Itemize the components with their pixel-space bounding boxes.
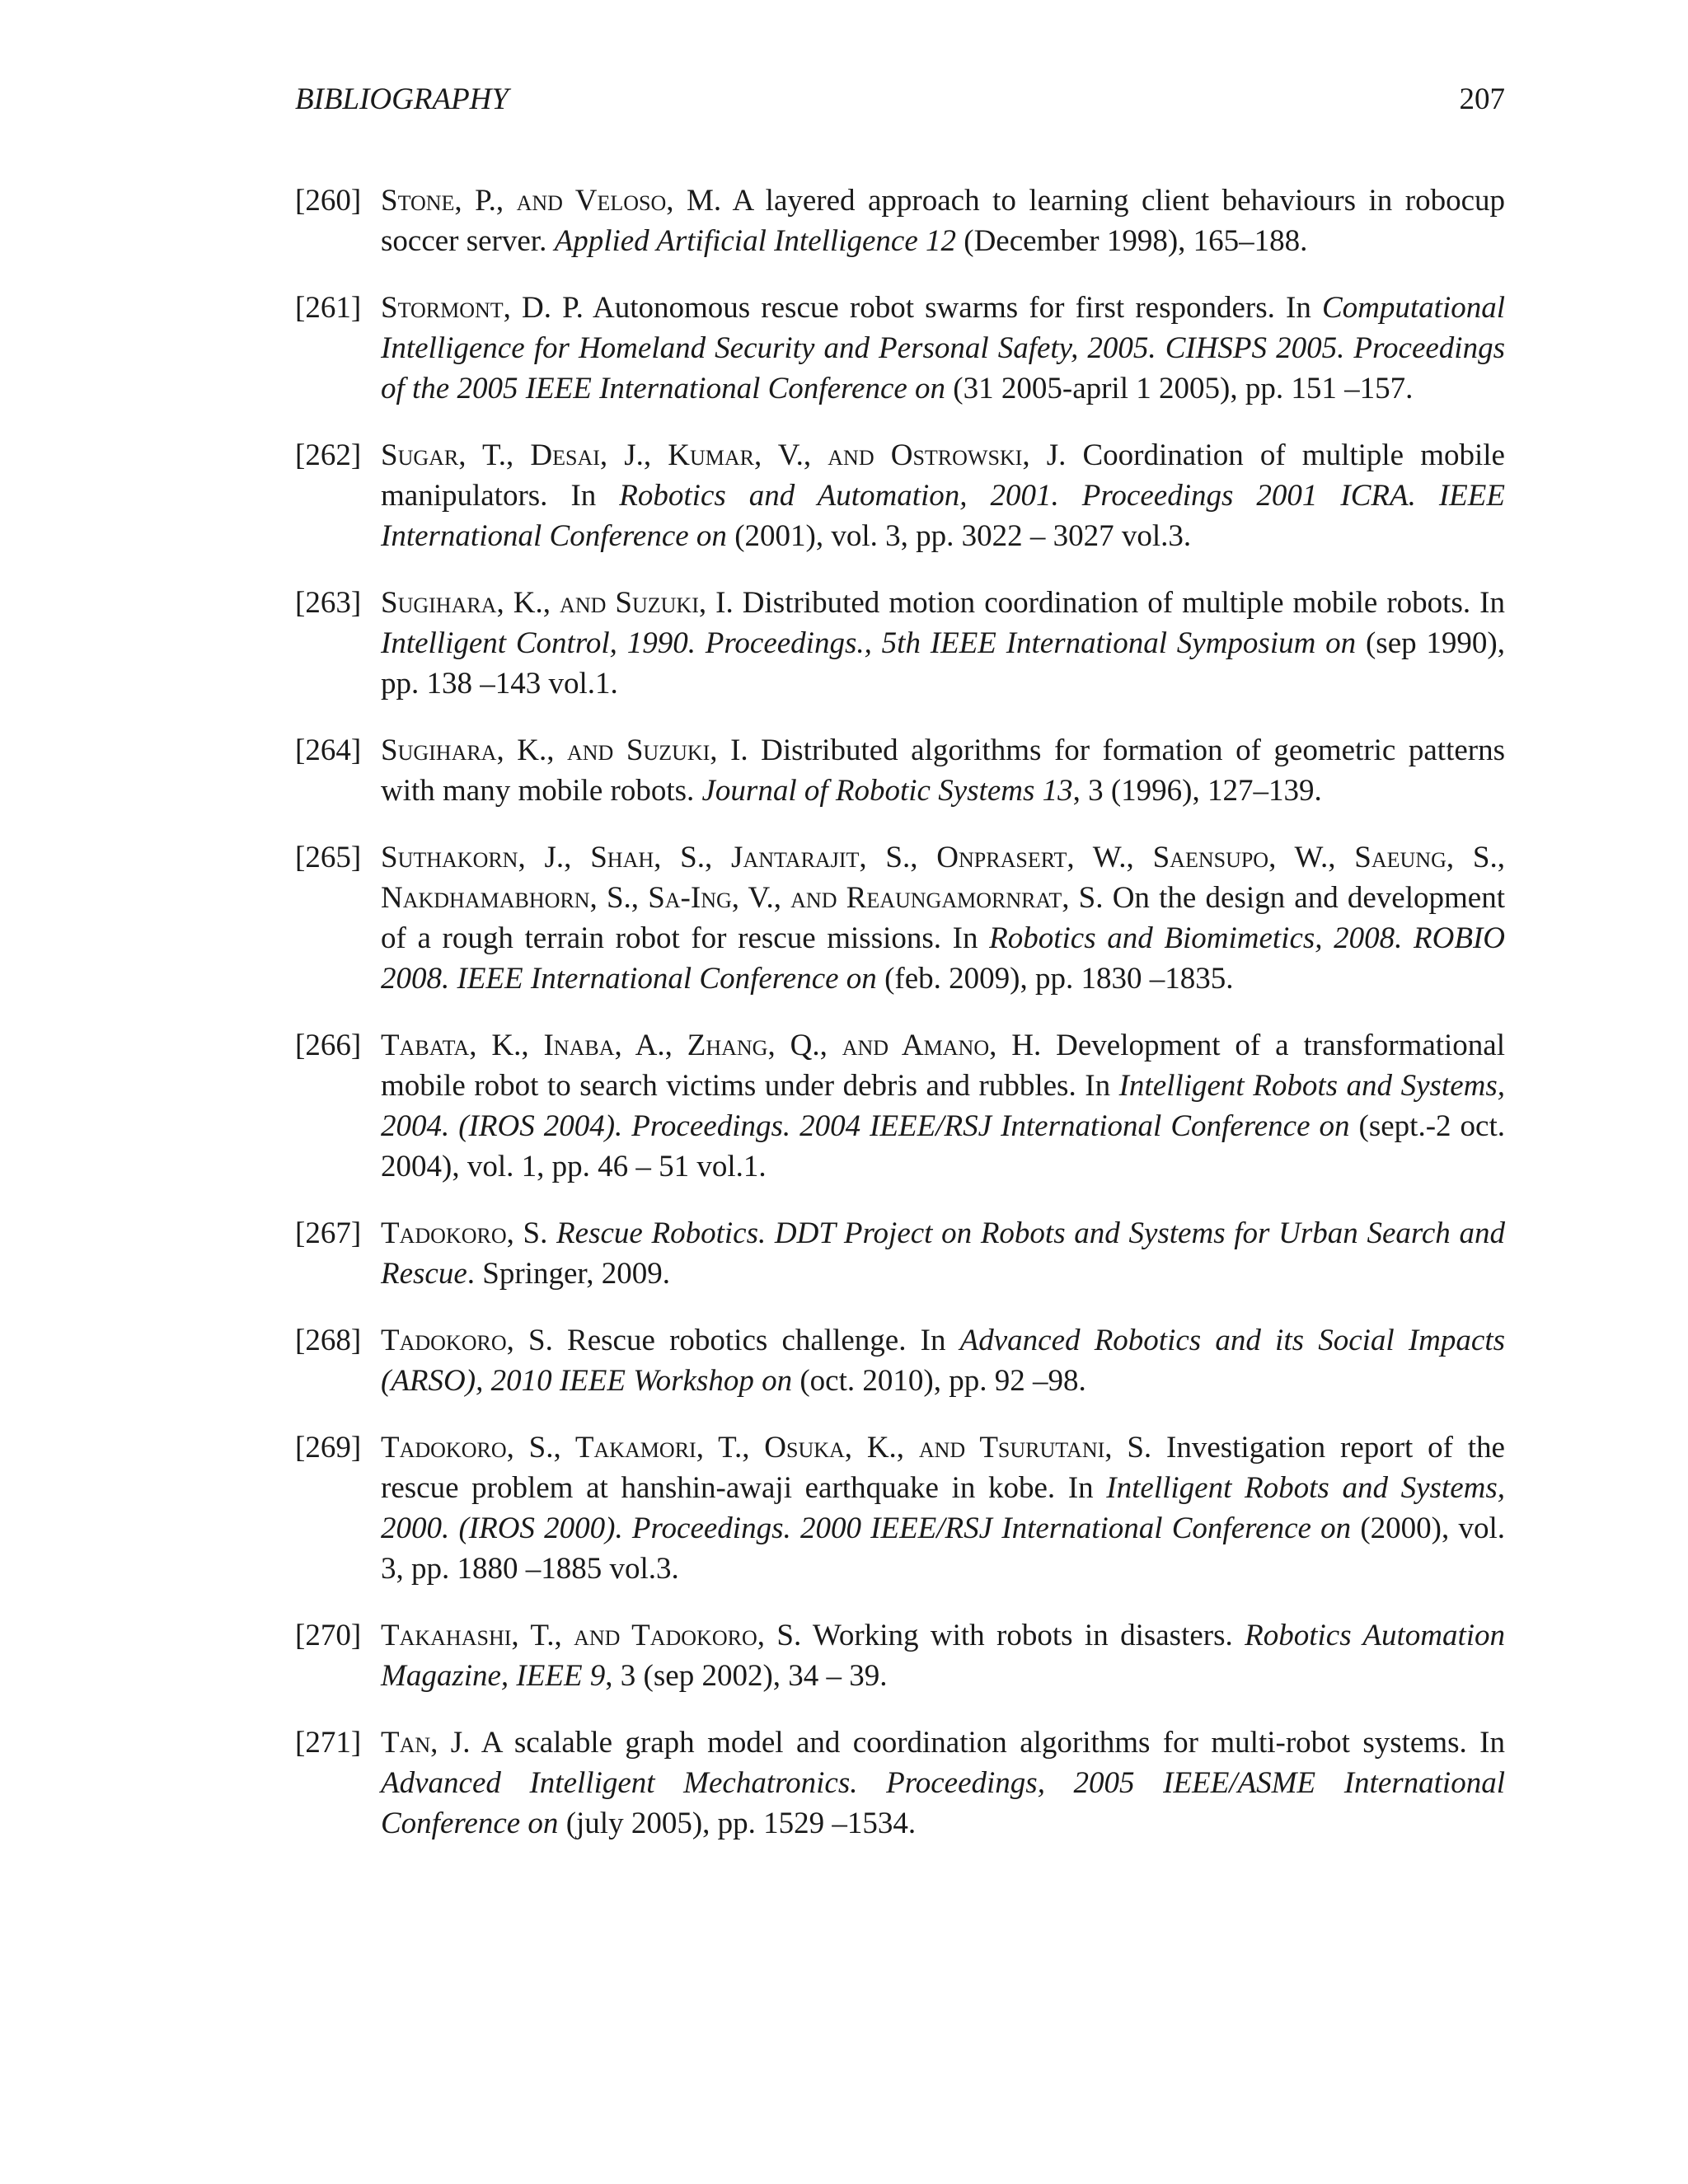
bib-entry-label: [263] <box>295 586 362 620</box>
bib-text: (2001), vol. 3, pp. 3022 – 3027 vol.3. <box>726 519 1192 553</box>
bib-entry-label: [260] <box>295 184 362 218</box>
bib-text: (sept.-2 oct. 2004), vol. 1, pp. 46 – 51 vol.1. <box>381 1109 1505 1183</box>
bib-text: (2000), vol. 3, pp. 1880 –1885 vol.3. <box>381 1511 1505 1586</box>
bibliography-list <box>295 180 1505 1870</box>
bib-entry-label: [267] <box>295 1216 362 1250</box>
running-head: BIBLIOGRAPHY <box>295 82 509 116</box>
bib-text: (31 2005-april 1 2005), pp. 151 –157. <box>945 372 1414 405</box>
bib-entry-label: [261] <box>295 291 362 325</box>
bib-venue: Robotics Automation Magazine, IEEE 9 <box>381 1619 1505 1693</box>
bib-entry-text <box>381 586 1505 701</box>
bib-text: (july 2005), pp. 1529 –1534. <box>558 1807 917 1840</box>
bib-entry-text <box>381 841 1505 996</box>
bib-text: Distributed algorithms for formation of geometric patterns with many mobile robots. <box>381 733 1505 808</box>
bib-entry <box>295 1722 1505 1844</box>
bib-authors: Tadokoro, S. <box>381 1216 548 1250</box>
bib-text: Rescue robotics challenge. In <box>552 1324 960 1357</box>
bib-text: Working with robots in disasters. <box>801 1619 1245 1652</box>
bib-authors: Stormont, D. P. <box>381 291 584 325</box>
bib-entry <box>295 288 1505 409</box>
bib-authors: Takahashi, T., and Tadokoro, S. <box>381 1619 802 1652</box>
bib-authors: Tan, J. <box>381 1726 471 1760</box>
bib-entry <box>295 1213 1505 1294</box>
bib-text: (sep 1990), pp. 138 –143 vol.1. <box>381 626 1506 701</box>
bib-entry-label: [270] <box>295 1619 362 1652</box>
bib-entry-label: [268] <box>295 1324 362 1357</box>
bib-authors: Tadokoro, S. <box>381 1324 553 1357</box>
bib-entry-text <box>381 1324 1505 1398</box>
bib-venue: Advanced Intelligent Mechatronics. Proceedings, 2005 IEEE/ASME International Conference on <box>381 1766 1505 1840</box>
bib-text: (feb. 2009), pp. 1830 –1835. <box>876 962 1234 996</box>
bib-venue: Robotics and Automation, 2001. Proceedings 2001 ICRA. IEEE International Conference on <box>381 479 1505 553</box>
bib-authors: Suthakorn, J., Shah, S., Jantarajit, S., Onprasert, W., Saensupo, W., Saeung, S., Nakdhamabhorn, S., Sa-Ing, V., and Reaungamornrat, S. <box>381 841 1505 915</box>
bib-entry <box>295 435 1505 556</box>
bib-venue: Journal of Robotic Systems 13 <box>701 774 1073 808</box>
bib-entry-label: [269] <box>295 1431 362 1465</box>
bib-authors: Tabata, K., Inaba, A., Zhang, Q., and Amano, H. <box>381 1029 1042 1062</box>
bib-text: . Springer, 2009. <box>467 1257 670 1291</box>
bib-authors: Sugihara, K., and Suzuki, I. <box>381 733 748 767</box>
bib-entry <box>295 730 1505 811</box>
bib-entry <box>295 180 1505 261</box>
bib-text: A scalable graph model and coordination algorithms for multi-robot systems. In <box>470 1726 1505 1760</box>
bib-entry-text <box>381 184 1505 258</box>
bib-entry-label: [265] <box>295 841 362 874</box>
bib-authors: Tadokoro, S., Takamori, T., Osuka, K., and Tsurutani, S. <box>381 1431 1152 1465</box>
bib-text: , 3 (sep 2002), 34 – 39. <box>605 1659 888 1693</box>
bib-entry-label: [271] <box>295 1726 362 1760</box>
bib-entry-text <box>381 1029 1505 1183</box>
bib-entry-text <box>381 1619 1505 1693</box>
bib-text: Development of a transformational mobile robot to search victims under debris and rubbles. In <box>381 1029 1506 1103</box>
bib-text: Autonomous rescue robot swarms for first responders. In <box>583 291 1322 325</box>
bib-entry <box>295 837 1505 999</box>
bib-text: Coordination of multiple mobile manipulators. In <box>381 438 1505 513</box>
bib-entry <box>295 1615 1505 1696</box>
bib-text <box>547 1216 556 1250</box>
bib-entry-text <box>381 733 1505 808</box>
bib-text: , 3 (1996), 127–139. <box>1072 774 1322 808</box>
bib-entry <box>295 583 1505 704</box>
bib-text: On the design and development of a rough terrain robot for rescue missions. In <box>381 881 1505 955</box>
bib-venue: Applied Artificial Intelligence 12 <box>554 224 956 258</box>
bib-entry <box>295 1427 1505 1589</box>
bib-authors: Sugar, T., Desai, J., Kumar, V., and Ostrowski, J. <box>381 438 1067 472</box>
bib-entry <box>295 1320 1505 1401</box>
page-number: 207 <box>1459 82 1505 116</box>
bib-entry-text <box>381 1216 1505 1291</box>
bib-text: A layered approach to learning client behaviours in robocup soccer server. <box>381 184 1505 258</box>
bib-text: (oct. 2010), pp. 92 –98. <box>792 1364 1086 1398</box>
bib-authors: Sugihara, K., and Suzuki, I. <box>381 586 734 620</box>
bib-entry-text <box>381 291 1505 405</box>
bib-authors: Stone, P., and Veloso, M. <box>381 184 722 218</box>
bib-text: Distributed motion coordination of multiple mobile robots. In <box>733 586 1505 620</box>
bib-entry-text <box>381 1726 1505 1840</box>
bib-text: Investigation report of the rescue problem at hanshin-awaji earthquake in kobe. In <box>381 1431 1505 1505</box>
bib-venue: Computational Intelligence for Homeland Security and Personal Safety, 2005. CIHSPS 2005. Proceedings of the 2005 IEEE International Conference on <box>381 291 1506 405</box>
bib-venue: Advanced Robotics and its Social Impacts (ARSO), 2010 IEEE Workshop on <box>381 1324 1505 1398</box>
bib-entry-label: [262] <box>295 438 362 472</box>
bib-venue: Intelligent Control, 1990. Proceedings., 5th IEEE International Symposium on <box>381 626 1357 660</box>
page-header <box>295 79 1505 120</box>
bib-venue: Intelligent Robots and Systems, 2000. (IROS 2000). Proceedings. 2000 IEEE/RSJ International Conference on <box>381 1471 1505 1545</box>
bib-venue: Intelligent Robots and Systems, 2004. (IROS 2004). Proceedings. 2004 IEEE/RSJ International Conference on <box>381 1069 1505 1143</box>
bib-entry <box>295 1025 1505 1187</box>
bib-text: (December 1998), 165–188. <box>956 224 1308 258</box>
bib-entry-label: [264] <box>295 733 362 767</box>
bib-entry-label: [266] <box>295 1029 362 1062</box>
bib-entry-text <box>381 438 1505 553</box>
bib-entry-text <box>381 1431 1505 1586</box>
bib-venue: Robotics and Biomimetics, 2008. ROBIO 2008. IEEE International Conference on <box>381 921 1505 996</box>
bib-venue: Rescue Robotics. DDT Project on Robots and Systems for Urban Search and Rescue <box>381 1216 1505 1291</box>
